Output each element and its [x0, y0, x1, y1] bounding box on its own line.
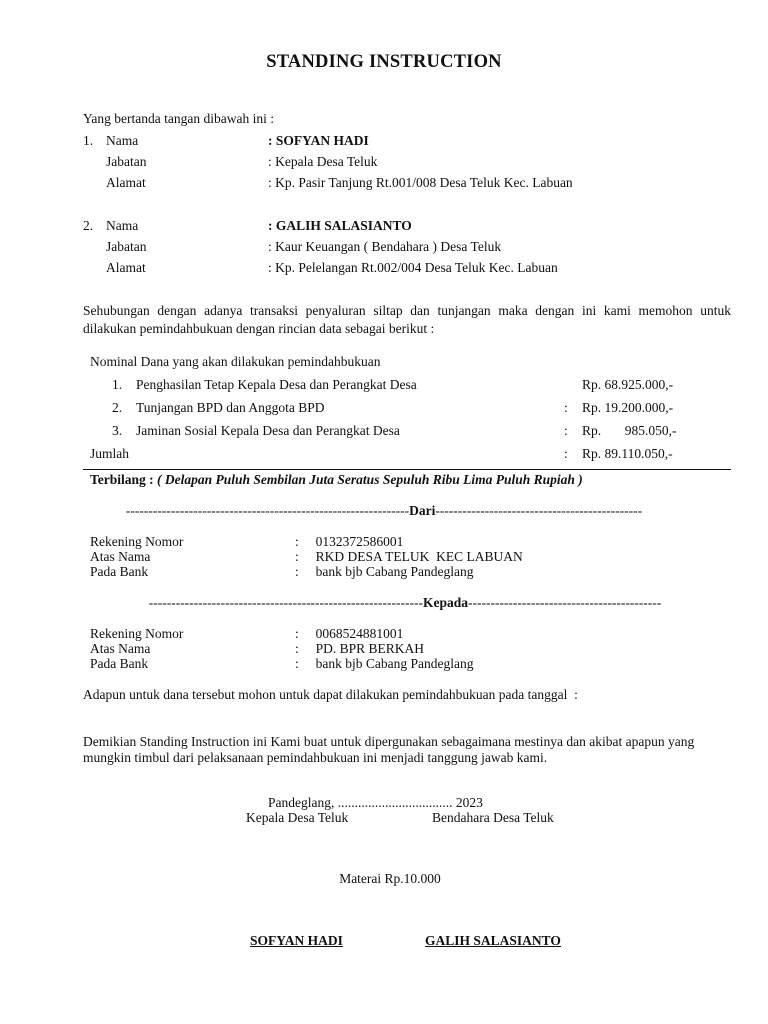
total-colon: :	[564, 446, 568, 461]
signatory-number: 2.	[83, 218, 94, 233]
field-label: Alamat	[106, 175, 146, 190]
total-divider-line	[83, 469, 731, 470]
terbilang-value: ( Delapan Puluh Sembilan Juta Seratus Sepuluh Ribu Lima Puluh Rupiah )	[157, 472, 583, 487]
field-value: : Kaur Keuangan ( Bendahara ) Desa Teluk	[268, 239, 502, 254]
nominal-item-number: 3.	[112, 423, 123, 438]
right-signer-name: GALIH SALASIANTO	[425, 933, 561, 948]
field-label: Alamat	[106, 260, 146, 275]
left-signer-title: Kepala Desa Teluk	[246, 810, 349, 825]
field-value: : Kp. Pelelangan Rt.002/004 Desa Teluk Kec. Labuan	[268, 260, 558, 275]
account-holder: : PD. BPR BERKAH	[295, 641, 425, 656]
dari-heading: Dari	[409, 503, 436, 518]
nominal-item-label: Jaminan Sosial Kepala Desa dan Perangkat Desa	[136, 423, 400, 438]
date-paragraph: Adapun untuk dana tersebut mohon untuk dapat dilakukan pemindahbukuan pada tanggal :	[83, 687, 578, 702]
field-label: Jabatan	[106, 154, 147, 169]
request-paragraph: Sehubungan dengan adanya transaksi penyaluran siltap dan tunjangan maka dengan ini kami memohon untuk dilakukan pemindahbukuan dengan rincian data sebagai berikut :	[83, 303, 731, 336]
nominal-item-amount: Rp. 68.925.000,-	[582, 377, 674, 392]
nominal-item-number: 1.	[112, 377, 123, 392]
kepada-heading: Kepada	[422, 595, 468, 610]
right-signer-title: Bendahara Desa Teluk	[432, 810, 554, 825]
terbilang-row	[90, 472, 583, 488]
nominal-item-number: 2.	[112, 400, 123, 415]
total-label: Jumlah	[90, 446, 129, 461]
place-date: Pandeglang, .................................. 2023	[268, 795, 483, 810]
document-title: STANDING INSTRUCTION	[266, 52, 502, 72]
nominal-item-label: Penghasilan Tetap Kepala Desa dan Perangkat Desa	[136, 377, 417, 392]
left-signer-name: SOFYAN HADI	[250, 933, 343, 948]
intro-text: Yang bertanda tangan dibawah ini :	[83, 111, 274, 126]
field-label: Nama	[106, 218, 139, 233]
account-number: : 0068524881001	[295, 626, 404, 641]
nominal-item-colon: :	[564, 423, 568, 438]
dari-divider: ---------------------------------------------------------------Dari----------------------------------------------	[125, 503, 643, 518]
field-value-name: : GALIH SALASIANTO	[268, 218, 412, 233]
account-label: Rekening Nomor	[90, 626, 184, 641]
terbilang-label: Terbilang :	[90, 472, 158, 487]
field-label: Nama	[106, 133, 139, 148]
nominal-heading: Nominal Dana yang akan dilakukan pemindahbukuan	[90, 354, 381, 369]
nominal-item-colon: :	[564, 400, 568, 415]
nominal-item-amount: Rp. 985.050,-	[582, 423, 677, 438]
account-number: : 0132372586001	[295, 534, 404, 549]
kepada-divider: -------------------------------------------------------------Kepada-------------------------------------------	[148, 595, 662, 610]
account-label: Pada Bank	[90, 656, 149, 671]
field-value-name: : SOFYAN HADI	[268, 133, 369, 148]
account-label: Atas Nama	[90, 549, 151, 564]
account-label: Atas Nama	[90, 641, 151, 656]
materai-note: Materai Rp.10.000	[339, 871, 441, 886]
field-value: : Kepala Desa Teluk	[268, 154, 378, 169]
account-label: Rekening Nomor	[90, 534, 184, 549]
field-label: Jabatan	[106, 239, 147, 254]
nominal-item-label: Tunjangan BPD dan Anggota BPD	[136, 400, 325, 415]
field-value: : Kp. Pasir Tanjung Rt.001/008 Desa Teluk Kec. Labuan	[268, 175, 573, 190]
account-label: Pada Bank	[90, 564, 149, 579]
account-bank: : bank bjb Cabang Pandeglang	[295, 564, 474, 579]
nominal-item-amount: Rp. 19.200.000,-	[582, 400, 674, 415]
account-bank: : bank bjb Cabang Pandeglang	[295, 656, 474, 671]
signatory-number: 1.	[83, 133, 94, 148]
account-holder: : RKD DESA TELUK KEC LABUAN	[295, 549, 523, 564]
closing-paragraph: Demikian Standing Instruction ini Kami buat untuk dipergunakan sebagaimana mestinya dan akibat apapun yang mungkin timbul dari pelaksanaan pemindahbukuan ini menjadi tanggung jawab kami.	[83, 734, 695, 765]
total-amount: Rp. 89.110.050,-	[582, 446, 673, 461]
